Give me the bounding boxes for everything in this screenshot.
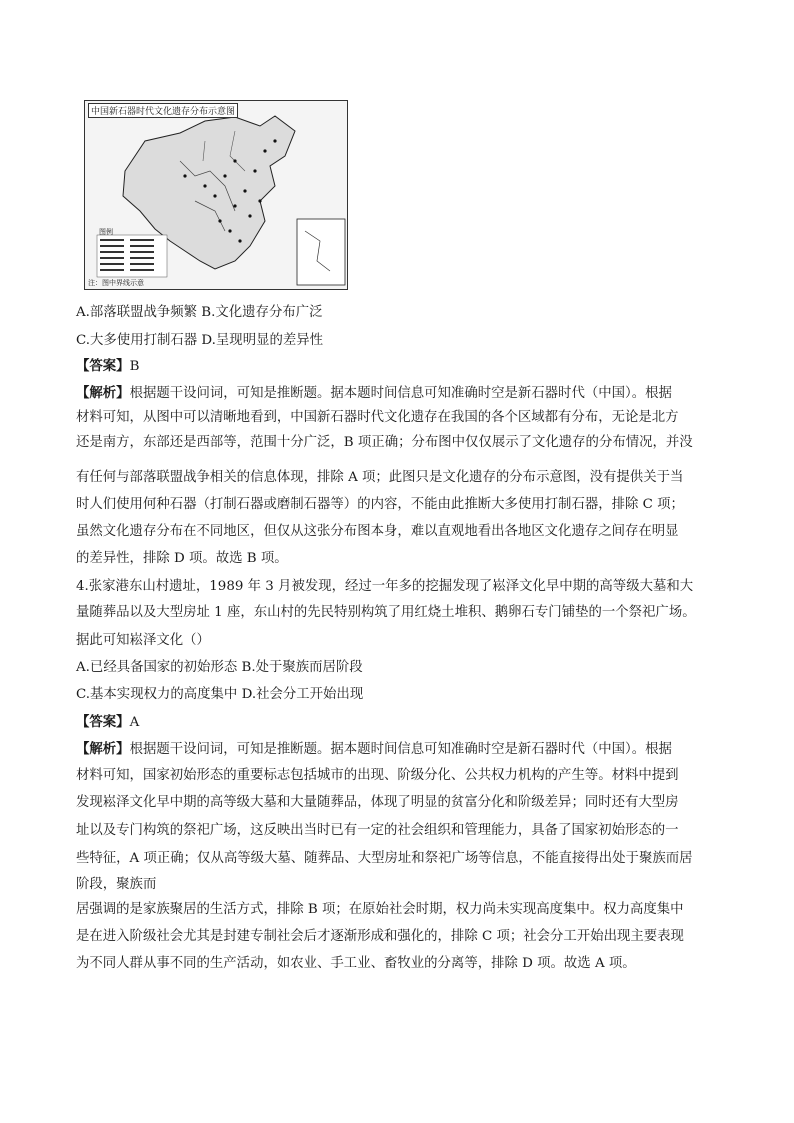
q4-analysis-tag: 【解析】 [76,741,130,757]
q4-analysis-line: 是在进入阶级社会尤其是封建专制社会后才逐渐形成和强化的，排除 C 项；社会分工开始出现主要表现 [76,929,684,944]
q4-analysis-line: 址以及专门构筑的祭祀广场，这反映出当时已有一定的社会组织和管理能力，具备了国家初始形态的一 [76,823,679,838]
q4-analysis-line: 居强调的是家族聚居的生活方式，排除 B 项；在原始社会时期，权力尚未实现高度集中。权力高度集中 [76,902,684,917]
q3-analysis-line: 的差异性，排除 D 项。故选 B 项。 [76,551,288,566]
q3-analysis-line: 材料可知，从图中可以清晰地看到，中国新石器时代文化遗存在我国的各个区域都有分布，无论是北方 [76,410,679,425]
q3-analysis-line: 【解析】根据题干设问词，可知是推断题。据本题时间信息可知准确时空是新石器时代（中国）。根据 [76,385,672,401]
q3-options-ab: A.部落联盟战争频繁 B.文化遗存分布广泛 [76,305,323,320]
q3-analysis-line: 有任何与部落联盟战争相关的信息体现，排除 A 项；此图只是文化遗存的分布示意图，没有提供关于当 [76,470,684,485]
map-note: 注：图中界线示意 [88,279,144,287]
q4-analysis-line: 【解析】根据题干设问词，可知是推断题。据本题时间信息可知准确时空是新石器时代（中国）。根据 [76,741,672,757]
q3-analysis-line: 还是南方，东部还是西部等，范围十分广泛，B 项正确；分布图中仅仅展示了文化遗存的分布情况，并没 [76,435,693,450]
map-title: 中国新石器时代文化遗存分布示意图 [88,103,238,118]
q3-analysis-tag: 【解析】 [76,385,130,401]
q3-answer [76,358,139,375]
q4-answer-tag: 【答案】 [76,714,130,730]
neolithic-sites-map [84,100,348,290]
q3-analysis-line: 时人们使用何种石器（打制石器或磨制石器等）的内容，不能由此推断大多使用打制石器，排除 C 项； [76,497,684,512]
q4-answer-value: A [129,715,140,730]
q4-stem-line: 4.张家港东山村遗址，1989 年 3 月被发现，经过一年多的挖掘发现了崧泽文化早中期的高等级大墓和大 [76,579,694,594]
q4-analysis-line: 发现崧泽文化早中期的高等级大墓和大量随葬品，体现了明显的贫富分化和阶级差异；同时还有大型房 [76,795,679,810]
q3-answer-value: B [129,359,140,374]
q4-analysis-line: 材料可知，国家初始形态的重要标志包括城市的出现、阶级分化、公共权力机构的产生等。材料中提到 [76,768,679,783]
china-map-graphic [85,101,347,289]
q4-analysis-line: 些特征，A 项正确；仅从高等级大墓、随葬品、大型房址和祭祀广场等信息，不能直接得出处于聚族而居 [76,851,693,866]
q4-answer [76,714,139,731]
q4-stem-line: 据此可知崧泽文化（） [76,633,210,648]
q3-options-cd: C.大多使用打制石器 D.呈现明显的差异性 [76,333,324,348]
q3-answer-tag: 【答案】 [76,358,130,374]
map-legend-label: 图例 [99,228,113,236]
q4-options-cd: C.基本实现权力的高度集中 D.社会分工开始出现 [76,687,364,702]
q4-options-ab: A.已经具备国家的初始形态 B.处于聚族而居阶段 [76,660,363,675]
q4-analysis-line: 为不同人群从事不同的生产活动，如农业、手工业、畜牧业的分离等，排除 D 项。故选 A 项。 [76,956,636,971]
q3-analysis-line: 虽然文化遗存分布在不同地区，但仅从这张分布图本身，难以直观地看出各地区文化遗存之间存在明显 [76,524,679,539]
q4-analysis-line: 阶段，聚族而 [76,877,157,892]
q4-stem-line: 量随葬品以及大型房址 1 座，东山村的先民特别构筑了用红烧土堆积、鹅卵石专门铺垫的一个祭祀广场。 [76,605,696,620]
